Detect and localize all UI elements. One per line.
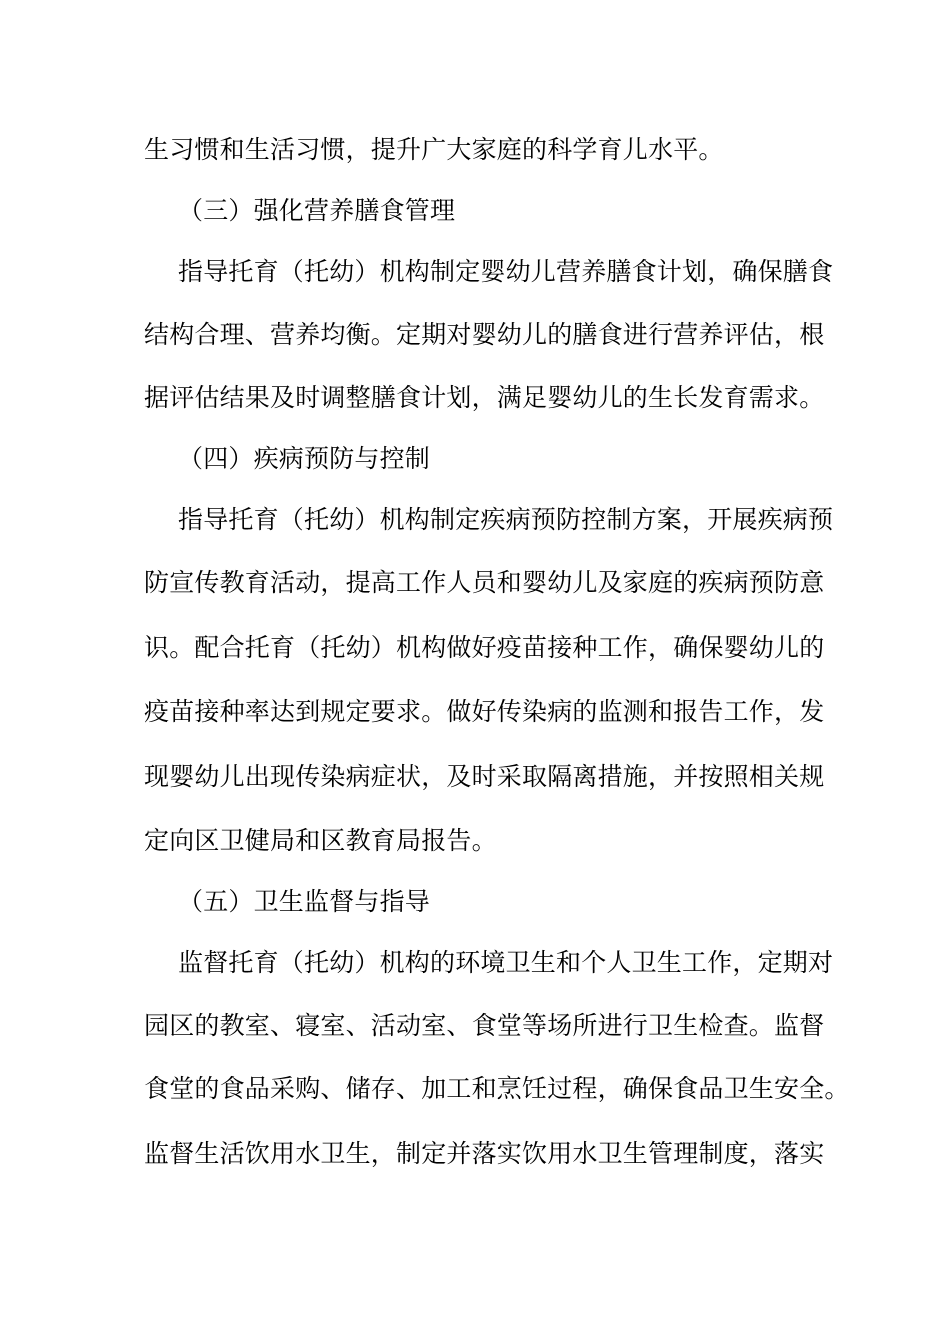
section-heading-4: （四）疾病预防与控制 <box>178 444 431 473</box>
paragraph-line: 定向区卫健局和区教育局报告。 <box>144 826 497 855</box>
paragraph-line: 防宣传教育活动，提高工作人员和婴幼儿及家庭的疾病预防意 <box>144 568 825 597</box>
paragraph-line: 现婴幼儿出现传染病症状，及时采取隔离措施，并按照相关规 <box>144 762 825 791</box>
paragraph-line: 园区的教室、寝室、活动室、食堂等场所进行卫生检查。监督 <box>144 1011 825 1040</box>
paragraph-line: 据评估结果及时调整膳食计划，满足婴幼儿的生长发育需求。 <box>144 383 825 412</box>
paragraph-line: 结构合理、营养均衡。定期对婴幼儿的膳食进行营养评估，根 <box>144 320 825 349</box>
section-heading-5: （五）卫生监督与指导 <box>178 887 431 916</box>
paragraph-line: 食堂的食品采购、储存、加工和烹饪过程，确保食品卫生安全。 <box>144 1074 850 1103</box>
paragraph-line: 疫苗接种率达到规定要求。做好传染病的监测和报告工作，发 <box>144 697 825 726</box>
paragraph-line: 指导托育（托幼）机构制定婴幼儿营养膳食计划，确保膳食 <box>178 257 834 286</box>
paragraph-line: 指导托育（托幼）机构制定疾病预防控制方案，开展疾病预 <box>178 505 834 534</box>
paragraph-line: 生习惯和生活习惯，提升广大家庭的科学育儿水平。 <box>144 135 724 164</box>
section-heading-3: （三）强化营养膳食管理 <box>178 196 456 225</box>
paragraph-line: 监督生活饮用水卫生，制定并落实饮用水卫生管理制度，落实 <box>144 1139 825 1168</box>
paragraph-line: 识。配合托育（托幼）机构做好疫苗接种工作，确保婴幼儿的 <box>144 633 825 662</box>
paragraph-line: 监督托育（托幼）机构的环境卫生和个人卫生工作，定期对 <box>178 948 834 977</box>
